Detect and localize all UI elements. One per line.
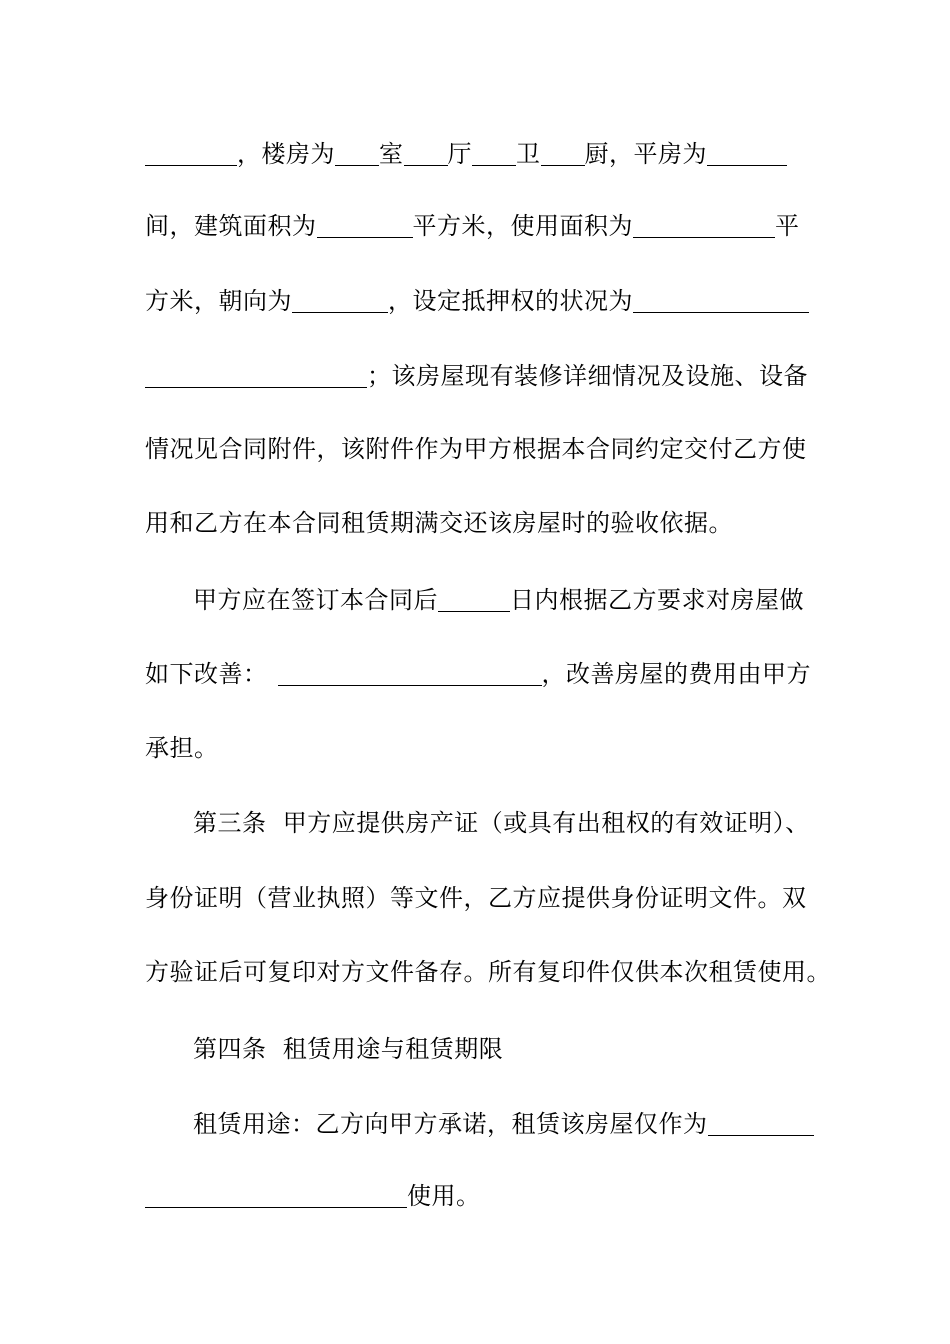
text-line [145,281,807,321]
article-heading-line: 第四条 租赁用途与租赁期限 [193,1035,504,1063]
text-segment: ，改善房屋的费用由甲方 [541,660,811,688]
text-segment: 日内根据乙方要求对房屋做 [510,586,804,614]
text-line: 情况见合同附件，该附件作为甲方根据本合同约定交付乙方使 [145,435,807,463]
fill-blank [633,286,809,313]
text-line: 承担。 [145,734,219,762]
text-line [145,134,807,174]
text-line [193,1104,807,1144]
text-segment: 使用。 [407,1182,481,1210]
text-segment: 室 [379,140,404,168]
text-segment: 平方米，使用面积为 [412,212,633,240]
fill-blank [317,211,413,238]
text-segment: ，设定抵押权的状况为 [388,287,633,315]
text-line [145,1176,807,1216]
text-line: 用和乙方在本合同租赁期满交还该房屋时的验收依据。 [145,509,733,537]
text-line [145,356,807,396]
fill-blank [541,139,585,166]
fill-blank [145,139,237,166]
text-segment: 厨，平房为 [584,140,707,168]
fill-blank [438,585,510,612]
text-segment: 甲方应在签订本合同后 [193,586,438,614]
text-line [145,654,811,694]
text-segment: ；该房屋现有装修详细情况及设施、设备 [367,362,808,390]
text-segment: ，楼房为 [237,140,335,168]
fill-blank [404,139,448,166]
fill-blank [633,211,775,238]
fill-blank [145,361,367,388]
text-segment: 平 [775,212,800,240]
text-segment: 如下改善： [145,660,268,688]
text-segment: 间，建筑面积为 [145,212,317,240]
text-line [145,206,807,246]
fill-blank [472,139,516,166]
article-heading-line: 第三条 甲方应提供房产证（或具有出租权的有效证明）、 [193,809,810,837]
fill-blank [292,286,388,313]
fill-blank [707,139,787,166]
text-segment: 卫 [516,140,541,168]
text-segment: 厅 [447,140,472,168]
fill-blank [145,1181,407,1208]
text-line: 方验证后可复印对方文件备存。所有复印件仅供本次租赁使用。 [145,958,831,986]
text-segment: 租赁用途：乙方向甲方承诺，租赁该房屋仅作为 [193,1110,708,1138]
fill-blank [708,1109,814,1136]
text-line [193,580,807,620]
text-segment: 方米，朝向为 [145,287,292,315]
fill-blank [335,139,379,166]
fill-blank [278,659,542,686]
text-line: 身份证明（营业执照）等文件，乙方应提供身份证明文件。双 [145,884,807,912]
